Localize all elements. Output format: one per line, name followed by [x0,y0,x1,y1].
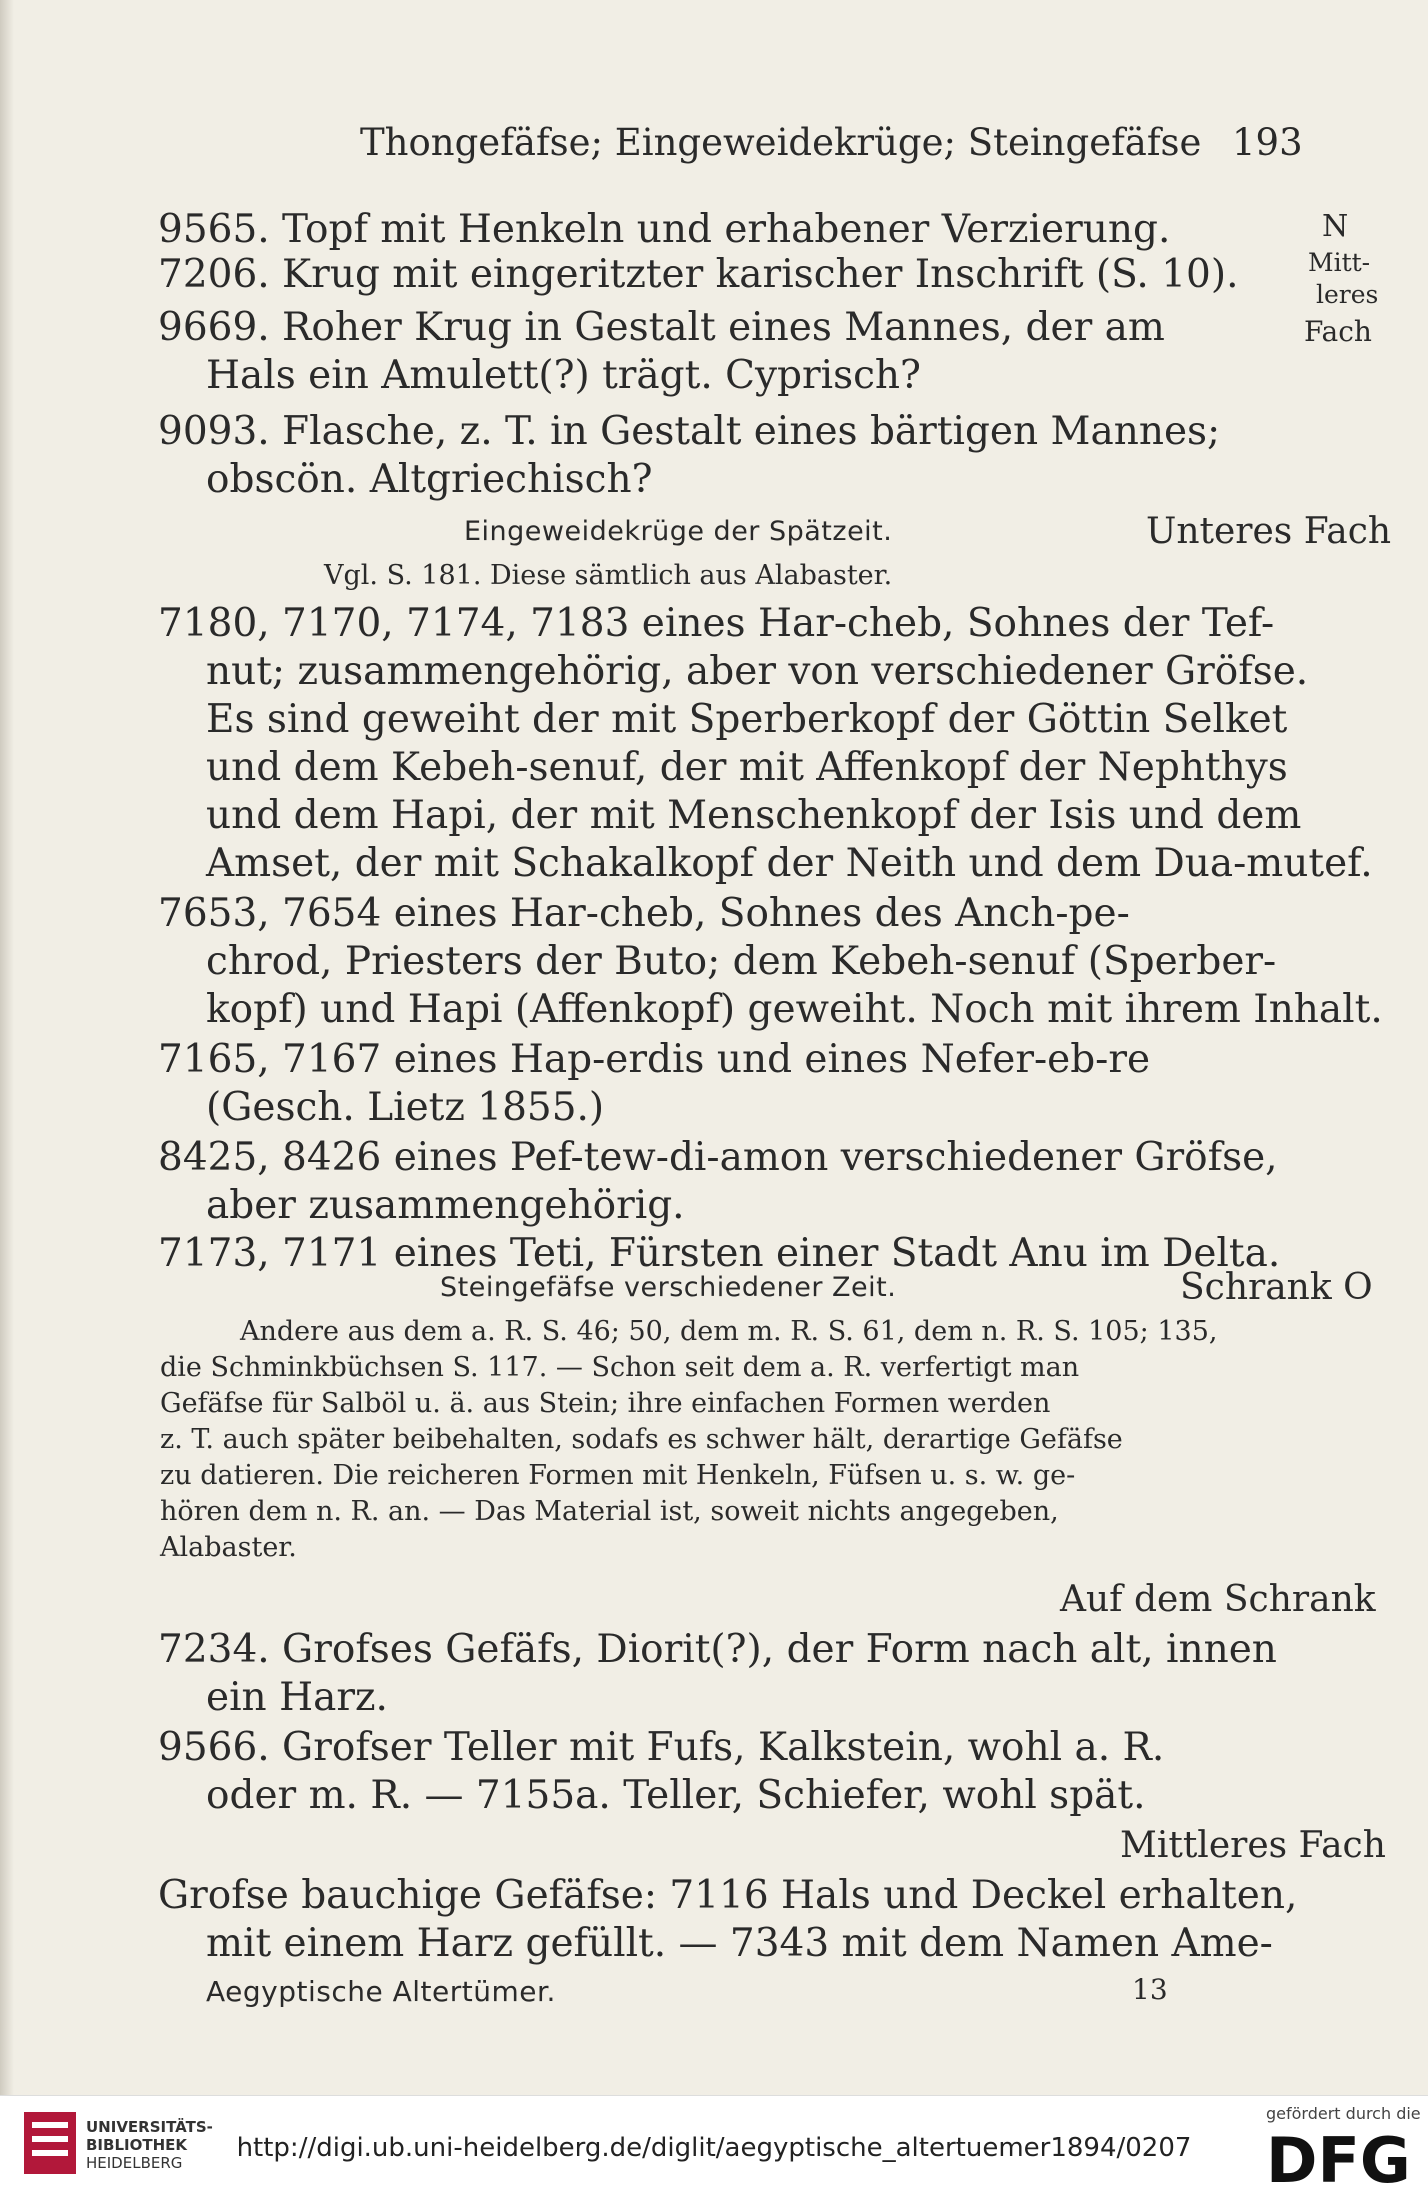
entry-line: obscön. Altgriechisch? [206,457,653,502]
entry-line: und dem Kebeh-senuf, der mit Affenkopf der Nephthys [206,745,1288,790]
entry-line: 9565. Topf mit Henkeln und erhabener Verzierung. [158,207,1171,252]
section-heading: Eingeweidekrüge der Spätzeit. [464,516,893,547]
entry-line: Amset, der mit Schakalkopf der Neith und dem Dua-mutef. [206,841,1373,886]
side-note-mitt: Mitt- [1308,248,1371,277]
entry-line: 8425, 8426 eines Pef-tew-di-amon verschiedener Gröfse, [158,1135,1278,1180]
entry-line: oder m. R. — 7155a. Teller, Schiefer, wohl spät. [206,1773,1146,1818]
permalink-url[interactable]: http://digi.ub.uni-heidelberg.de/diglit/aegyptische_altertuemer1894/0207 [236,2133,1192,2163]
section-note-line: hören dem n. R. an. — Das Material ist, soweit nichts angegeben, [160,1496,1059,1527]
side-note-leres: leres [1316,280,1379,309]
side-note-fach: Fach [1304,315,1372,348]
section-location: Unteres Fach [1146,511,1392,552]
section-location: Schrank O [1180,1267,1373,1308]
section-heading: Steingefäfse verschiedener Zeit. [440,1272,897,1303]
section-note-line: die Schminkbüchsen S. 117. — Schon seit dem a. R. verfertigt man [160,1352,1080,1383]
entry-line: 9093. Flasche, z. T. in Gestalt eines bärtigen Mannes; [158,409,1221,454]
library-name-line3: HEIDELBERG [86,2154,183,2172]
library-name-line2: BIBLIOTHEK [86,2136,187,2154]
entry-line: Es sind geweiht der mit Sperberkopf der Göttin Selket [206,697,1288,742]
entry-line: (Gesch. Lietz 1855.) [206,1085,605,1130]
funded-by-label: gefördert durch die [1266,2104,1421,2123]
running-header-page-number: 193 [1232,121,1303,164]
sub-location: Auf dem Schrank [1060,1579,1376,1620]
entry-line: ein Harz. [206,1675,388,1720]
entry-line: 9669. Roher Krug in Gestalt eines Mannes, der am [158,305,1165,350]
entry-line: aber zusammengehörig. [206,1183,685,1228]
sub-location: Mittleres Fach [1120,1825,1386,1866]
page-spine-shadow [0,0,14,2095]
entry-line: chrod, Priesters der Buto; dem Kebeh-senuf (Sperber- [206,939,1277,984]
signature-mark: 13 [1132,1973,1168,2006]
running-header-title: Thongefäfse; Eingeweidekrüge; Steingefäfse [360,121,1202,164]
section-note-line: Andere aus dem a. R. S. 46; 50, dem m. R. S. 61, dem n. R. S. 105; 135, [240,1316,1218,1347]
dfg-logo-icon [1266,2124,1416,2190]
entry-line: 7653, 7654 eines Har-cheb, Sohnes des Anch-pe- [158,891,1130,936]
entry-line: 7234. Grofses Gefäfs, Diorit(?), der Form nach alt, innen [158,1627,1277,1672]
entry-line: Grofse bauchige Gefäfse: 7116 Hals und Deckel erhalten, [158,1873,1298,1918]
entry-line: mit einem Harz gefüllt. — 7343 mit dem Namen Ame- [206,1921,1273,1966]
entry-line: Hals ein Amulett(?) trägt. Cyprisch? [206,353,921,398]
library-name-line1: UNIVERSITÄTS- [86,2118,213,2136]
entry-line: und dem Hapi, der mit Menschenkopf der Isis und dem [206,793,1302,838]
section-note: Vgl. S. 181. Diese sämtlich aus Alabaster. [324,560,893,591]
entry-line: 7173, 7171 eines Teti, Fürsten einer Stadt Anu im Delta. [158,1231,1281,1276]
section-note-line: zu datieren. Die reicheren Formen mit Henkeln, Füfsen u. s. w. ge- [160,1460,1076,1491]
entry-line: 7206. Krug mit eingeritzter karischer Inschrift (S. 10). [158,252,1239,297]
side-note-n: N [1322,209,1349,244]
entry-line: 7165, 7167 eines Hap-erdis und eines Nefer-eb-re [158,1037,1151,1082]
entry-line: 7180, 7170, 7174, 7183 eines Har-cheb, Sohnes der Tef- [158,601,1275,646]
section-note-line: Gefäfse für Salböl u. ä. aus Stein; ihre einfachen Formen werden [160,1388,1051,1419]
entry-line: nut; zusammengehörig, aber von verschiedener Gröfse. [206,649,1309,694]
entry-line: kopf) und Hapi (Affenkopf) geweiht. Noch mit ihrem Inhalt. [206,987,1383,1032]
dfg-logo-text: DFG [1266,2124,1411,2190]
section-note-line: Alabaster. [160,1532,297,1563]
entry-line: 9566. Grofser Teller mit Fufs, Kalkstein, wohl a. R. [158,1725,1165,1770]
section-note-line: z. T. auch später beibehalten, sodafs es schwer hält, derartige Gefäfse [160,1424,1123,1455]
book-title-footer: Aegyptische Altertümer. [206,1975,556,2008]
